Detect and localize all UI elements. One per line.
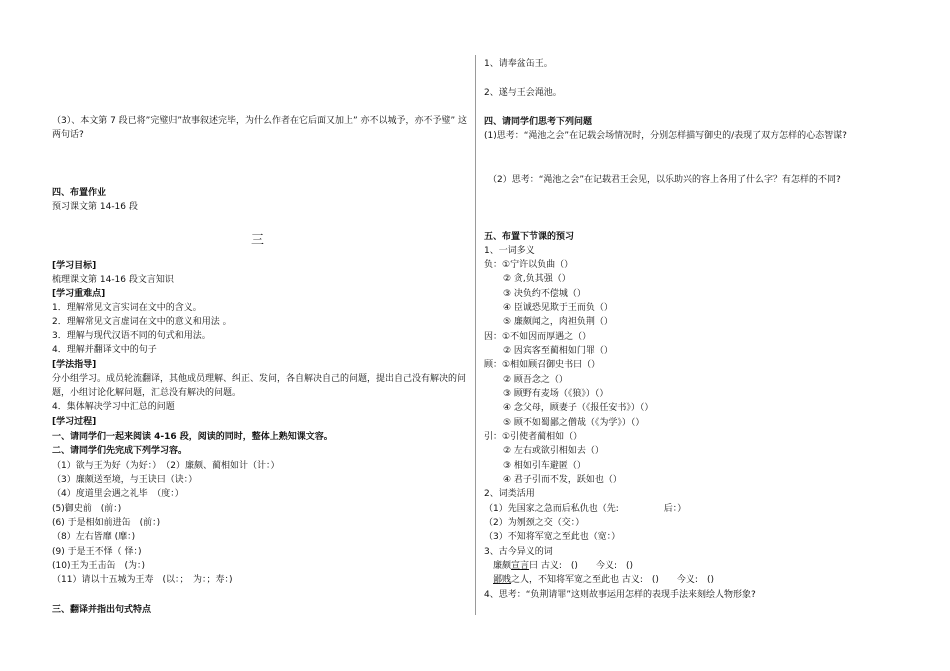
homework-title: 四、布置作业 [52,188,107,198]
think-4: 4、思考：“负荆请罪”这则故事运用怎样的表现手法来刻绘人物形象? [484,590,756,600]
exercise-item: （1）欲与王为好（为好：） （2）廉颇、蔺相如计（计：） [52,461,280,471]
key-item: 1．理解常见文言实词在文中的含义。 [52,303,202,313]
exercise-item: （8）左右皆靡 (靡：) [52,532,136,542]
think-title: 四、请同学们思考下列问题 [484,117,593,127]
key-item: 2．理解常见文言虚词在文中的意义和用法 。 [52,317,232,327]
ancient-2-word: 鄙贱 [493,575,512,585]
fu-item: ③ 决负约不偿城（） [503,289,586,299]
gu-item: ③ 顾野有麦场（《狼》）（） [503,389,609,399]
fu-item: ② 贪,负其强（） [503,274,571,284]
guide-text: 分小组学习。成员轮流翻译，其他成员理解、纠正、发问，各自解决自己的问题，提出自己没有解决的问题，小组讨论化解问题，汇总没有解决的问题。 [52,374,467,398]
step-3: 三、翻译并指出句式特点 [52,605,152,615]
exercise-item: (5)御史前 (前：) [52,504,122,514]
column-divider [475,55,476,615]
polysemy-title: 1、一词多义 [484,246,535,256]
fu-item: ④ 臣诚恐见欺于王而负（） [503,303,613,313]
ancient-item-1 [493,559,633,573]
class-item: （3）不知将军宽之至此也（宽：） [484,532,621,542]
key-item: 3．理解与现代汉语不同的句式和用法。 [52,331,211,341]
section-number: 三 [251,233,265,248]
gu-item: 顾：①相如顾召御史书曰（） [484,360,601,370]
guide-item-4: 4．集体解决学习中汇总的问题 [52,402,175,412]
next-title: 五、布置下节课的预习 [484,232,575,242]
yin-item: 因：①不如因而厚遇之（） [484,332,592,342]
class-item: （1）先国家之急而后私仇也（先: 后：） [484,504,687,514]
fu-item: 负：①宁许以负曲（） [484,260,574,270]
class-item: （2）为刎颈之交（交：） [484,518,585,528]
process-title: [学习过程] [52,417,97,427]
yin2-item: ④ 君子引而不发，跃如也（） [503,475,622,485]
question-3: （3）、本文第 7 段已将”完璧归”故事叙述完毕，为什么作者在它后面又加上” 亦不以城予，亦不予璧” 这两句话? [52,116,468,140]
think-2: （2）思考：“渑池之会”在记载君王会见，以乐助兴的容上各用了什么字？有怎样的不同? [488,175,841,185]
gu-item: ⑤ 顾不如蜀鄙之僧哉（《为学》）（） [503,418,645,428]
yin-item: ② 因宾客至蔺相如门罪（） [503,346,613,356]
exercise-item: (10)王为王击缶 (为：) [52,561,145,571]
homework-text: 预习课文第 14-16 段 [52,202,138,212]
gu-item: ④ 念父母，顾妻子（《报任安书》）（） [503,403,654,413]
goal-text: 梳理课文第 14-16 段文言知识 [52,275,174,285]
gu-item: ② 顾吾念之（） [503,375,568,385]
guide-title: [学法指导] [52,360,97,370]
yin2-item: ② 左右或欲引相如去（） [503,446,604,456]
ancient-1-word: 宣言 [511,561,530,571]
yin2-item: 引：①引使者蔺相如（） [484,432,583,442]
exercise-item: (9) 于是王不怿（ 怿：) [52,547,142,557]
class-title: 2、词类活用 [484,489,535,499]
ancient-item-2 [493,573,714,587]
fu-item: ⑤ 廉颇闻之，肉袒负荆（） [503,317,613,327]
exercise-item: (6) 于是相如前进缶 (前：) [52,518,161,528]
ancient-title: 3、古今异义的词 [484,547,553,557]
think-1: (1)思考：“渑池之会”在记载会场情况时，分别怎样描写御史的/表现了双方怎样的心态智谋? [484,131,847,141]
step-2: 二、请同学们先完成下列学习容。 [52,446,188,456]
yin2-item: ③ 相如引车避匿（） [503,461,586,471]
exercise-item: （11）请以十五城为王寿 (以：； 为：；寿：) [52,575,233,585]
exercise-item: （3）廉颇送至境，与王诀曰（诀：） [52,475,198,485]
ancient-1-rest: 曰 古义: () 今义: () [529,561,634,571]
goal-title: [学习目标] [52,261,97,271]
key-item: 4．理解并翻译文中的句子 [52,345,157,355]
step-1: 一、请同学们一起来阅读 4-16 段，阅读的同时，整体上熟知课文容。 [52,432,333,442]
sentence-2: 2、遂与王会渑池。 [484,88,562,98]
ancient-1-prefix: 廉颇 [493,561,512,571]
exercise-item: （4）度道里会遇之礼毕 （度：） [52,489,184,499]
ancient-2-rest: 之人，不知将军宽之至此也 古义: () 今义: () [511,575,714,585]
sentence-1: 1、请奉盆缶王。 [484,59,553,69]
key-title: [学习重难点] [52,289,106,299]
